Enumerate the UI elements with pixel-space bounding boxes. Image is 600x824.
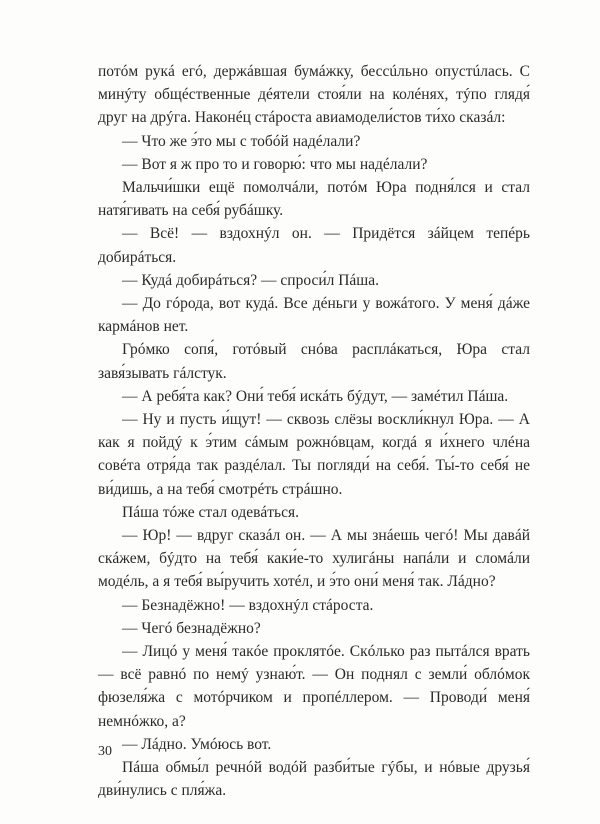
paragraph-dialogue: — Лицó у меня́ такóе проклятóе. Скóлько раз пытáлся врать — всё равнó по немý узнаю́т. — Он поднял с земли́ облóмок фюзеля́жа с мотóрчиком и пропéллером. — Проводи́ меня́ немнóжко, а?	[98, 643, 530, 730]
paragraph-dialogue: — Всё! — вздохнýл он. — Придётся зáйцем тепéрь добирáться.	[98, 225, 530, 266]
paragraph-dialogue: — Что же э́то мы с тобóй надéлали?	[122, 132, 361, 150]
paragraph-continuation: потóм рукá егó, держáвшая бумáжку, бессúльно опустúлась. С минýту общéственные дéятели стоя́ли на колéнях, тýпо глядя́ друг на дрýга. Наконéц стáроста авиамодели́стов ти́хо сказáл:	[98, 63, 530, 127]
paragraph-dialogue: — Вот я ж про то и говорю́: что мы надéлали?	[122, 155, 428, 173]
paragraph-dialogue: — Ну и пусть и́щут! — сквозь слёзы воскли́кнул Юра. — А как я пойдý к э́тим сáмым рожнóвцам, когдá я и́хнего члéна совéта отря́да так раздéлал. Ты погляди́ на себя́. Ты́-то себя́ не ви́дишь, а на тебя́ смотрéть стрáшно.	[98, 411, 530, 498]
paragraph-dialogue: — Юр! — вдруг сказáл он. — А мы знáешь чегó! Мы давáй скáжем, бýдто на тебя́ каки́е-то хулигáны напáли и сломáли модéль, а я тебя́ вы́ручить хотéл, и э́то они́ меня́ так. Лáдно?	[98, 527, 530, 591]
body-text	[98, 60, 530, 803]
paragraph-dialogue: — А ребя́та как? Они́ тебя́ искáть бýдут, — замéтил Пáша.	[122, 387, 509, 405]
paragraph-dialogue: — До гóрода, вот кудá. Все дéньги у вожáтого. У меня́ дáже кармáнов нет.	[98, 295, 530, 336]
paragraph-dialogue: — Безнадёжно! — вздохнýл стáроста.	[122, 596, 374, 614]
paragraph: Пáша обмы́л речнóй водóй разби́тые гýбы, и нóвые друзья́ дви́нулись с пля́жа.	[98, 759, 530, 800]
paragraph-dialogue: — Кудá добирáться? — спроси́л Пáша.	[122, 271, 379, 289]
paragraph: Пáша тóже стал одевáться.	[122, 503, 300, 521]
page-number: 30	[98, 744, 112, 759]
paragraph: Грóмко сопя́, готóвый снóва расплáкаться, Юра стал завя́зывать гáлстук.	[98, 341, 530, 382]
paragraph: Мальчи́шки ещё помолчáли, потóм Юра подня́лся и стал натя́гивать на себя́ рубáшку.	[98, 179, 530, 220]
paragraph-dialogue: — Лáдно. Умóюсь вот.	[122, 735, 272, 753]
paragraph-dialogue: — Чегó безнадёжно?	[122, 619, 261, 637]
